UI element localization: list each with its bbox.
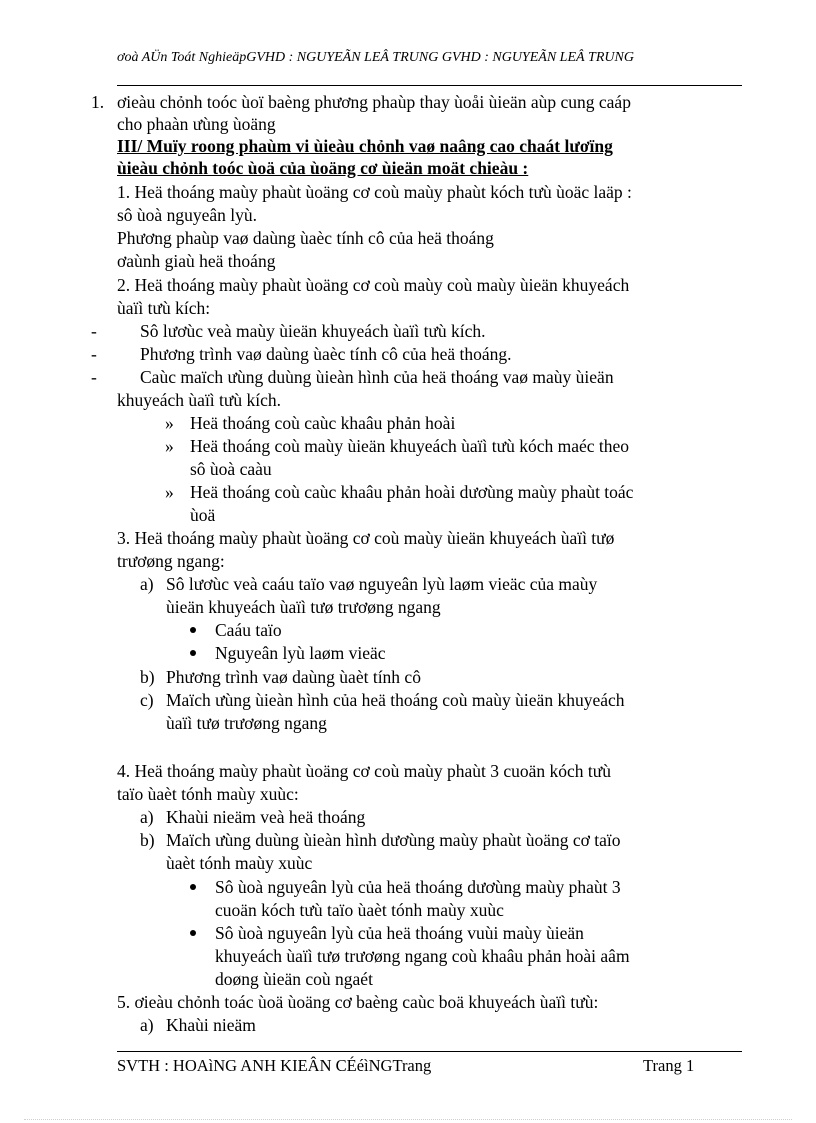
page-bottom-edge	[24, 1119, 792, 1120]
item-number: 1.	[91, 92, 105, 112]
text-line: trươøng ngang:	[117, 551, 225, 571]
letter-item: Sô lươùc veà caáu taïo vaø nguyeân lyù laøm vieäc của maùy	[166, 574, 598, 594]
letter-item-cont: ùieän khuyeách ùaïì tưø trươøng ngang	[166, 597, 441, 617]
letter-item-cont: ùaïì tưø trươøng ngang	[166, 713, 327, 733]
arrow-item: Heä thoáng coù maùy ùieän khuyeách ùaïì tưù kóch maéc theo	[190, 436, 630, 456]
text-line: cho phaàn ưùng ùoäng	[117, 114, 276, 134]
arrow-item-cont: sô ùoà caàu	[190, 459, 272, 479]
dash-marker: -	[91, 367, 97, 387]
dash-marker: -	[91, 344, 97, 364]
text-line: 4. Heä thoáng maùy phaùt ùoäng cơ coù maùy phaùt 3 cuoän kóch tưù	[117, 761, 612, 781]
dash-item: Phương trình vaø daùng ùaèc tính cô của heä thoáng.	[140, 344, 512, 364]
footer-author: SVTH : HOAìNG ANH KIEÂN CÉéìNGTrang	[117, 1056, 432, 1075]
bullet-item-cont: khuyeách ùaïì tưø trươøng ngang coù khaâu phản hoài aâm	[215, 946, 630, 966]
dash-item: Caùc maïch ưùng duùng ùieàn hình của heä thoáng vaø maùy ùieän	[140, 367, 614, 387]
section-heading: ùieàu chỏnh toóc ùoä của ùoäng cơ ùieän moät chieàu :	[117, 158, 529, 178]
bullet-dot	[190, 930, 196, 936]
letter-marker: a)	[140, 807, 154, 827]
text-line: 5. ơieàu chỏnh toác ùoä ùoäng cơ baèng caùc boä khuyeách ùaïì tưù:	[117, 992, 599, 1012]
bullet-item: Sô ùoà nguyeân lyù của heä thoáng vuùi maùy ùieän	[215, 923, 584, 943]
letter-item: Phương trình vaø daùng ùaèt tính cô	[166, 667, 421, 687]
page-number: Trang 1	[643, 1056, 695, 1075]
text-line: 1. Heä thoáng maùy phaùt ùoäng cơ coù maùy phaùt kóch tưù ùoäc laäp :	[117, 182, 632, 202]
text-line: 2. Heä thoáng maùy phaùt ùoäng cơ coù maùy coù maùy ùieän khuyeách	[117, 275, 630, 295]
bullet-dot	[190, 884, 196, 890]
letter-item: Maïch ưùng ùieàn hình của heä thoáng coù maùy ùieän khuyeách	[166, 690, 625, 710]
bullet-item-cont: doøng ùieän coù ngaét	[215, 969, 373, 989]
letter-marker: b)	[140, 667, 155, 687]
letter-item: Khaùi nieäm	[166, 1015, 256, 1035]
arrow-marker: »	[165, 413, 174, 433]
section-heading: III/ Muïy roong phaùm vi ùieàu chỏnh vaø naâng cao chaát lươïng	[117, 136, 613, 156]
letter-marker: a)	[140, 574, 154, 594]
arrow-item: Heä thoáng coù caùc khaâu phản hoài	[190, 413, 456, 433]
text-line: ơaùnh giaù heä thoáng	[117, 251, 276, 271]
text-line: ơieàu chỏnh toóc ùoï baèng phương phaùp thay ùoåi ùieän aùp cung caáp	[117, 92, 631, 112]
page-header: ơoà AÜn Toát NghieäpGVHD : NGUYEÃN LEÂ TRUNG GVHD : NGUYEÃN LEÂ TRUNG	[117, 50, 634, 65]
dash-item: Sô lươùc veà maùy ùieän khuyeách ùaïì tưù kích.	[140, 321, 486, 341]
dash-item-cont: khuyeách ùaïì tưù kích.	[117, 390, 282, 410]
bullet-dot	[190, 627, 196, 633]
text-line: Phương phaùp vaø daùng ùaèc tính cô của heä thoáng	[117, 228, 494, 248]
arrow-marker: »	[165, 482, 174, 502]
arrow-item-cont: ùoä	[190, 505, 216, 525]
bullet-item-cont: cuoän kóch tưù taïo ùaèt tónh maùy xuùc	[215, 900, 504, 920]
dash-marker: -	[91, 321, 97, 341]
header-rule	[117, 85, 742, 86]
text-line: ùaïì tưù kích:	[117, 298, 211, 318]
letter-marker: b)	[140, 830, 155, 850]
bullet-item: Nguyeân lyù laøm vieäc	[215, 643, 386, 663]
text-line: sô ùoà nguyeân lyù.	[117, 205, 257, 225]
arrow-item: Heä thoáng coù caùc khaâu phản hoài dươùng maùy phaùt toác	[190, 482, 634, 502]
bullet-dot	[190, 650, 196, 656]
letter-marker: c)	[140, 690, 154, 710]
letter-item: Maïch ưùng duùng ùieàn hình dươùng maùy phaùt ùoäng cơ taïo	[166, 830, 621, 850]
text-line: taïo ùaèt tónh maùy xuùc:	[117, 784, 299, 804]
bullet-item: Sô ùoà nguyeân lyù của heä thoáng dươùng maùy phaùt 3	[215, 877, 621, 897]
text-line: 3. Heä thoáng maùy phaùt ùoäng cơ coù maùy ùieän khuyeách ùaïì tưø	[117, 528, 615, 548]
letter-item: Khaùi nieäm veà heä thoáng	[166, 807, 366, 827]
bullet-item: Caáu taïo	[215, 620, 282, 640]
letter-marker: a)	[140, 1015, 154, 1035]
arrow-marker: »	[165, 436, 174, 456]
letter-item-cont: ùaèt tónh maùy xuùc	[166, 853, 313, 873]
footer-rule	[117, 1051, 742, 1052]
